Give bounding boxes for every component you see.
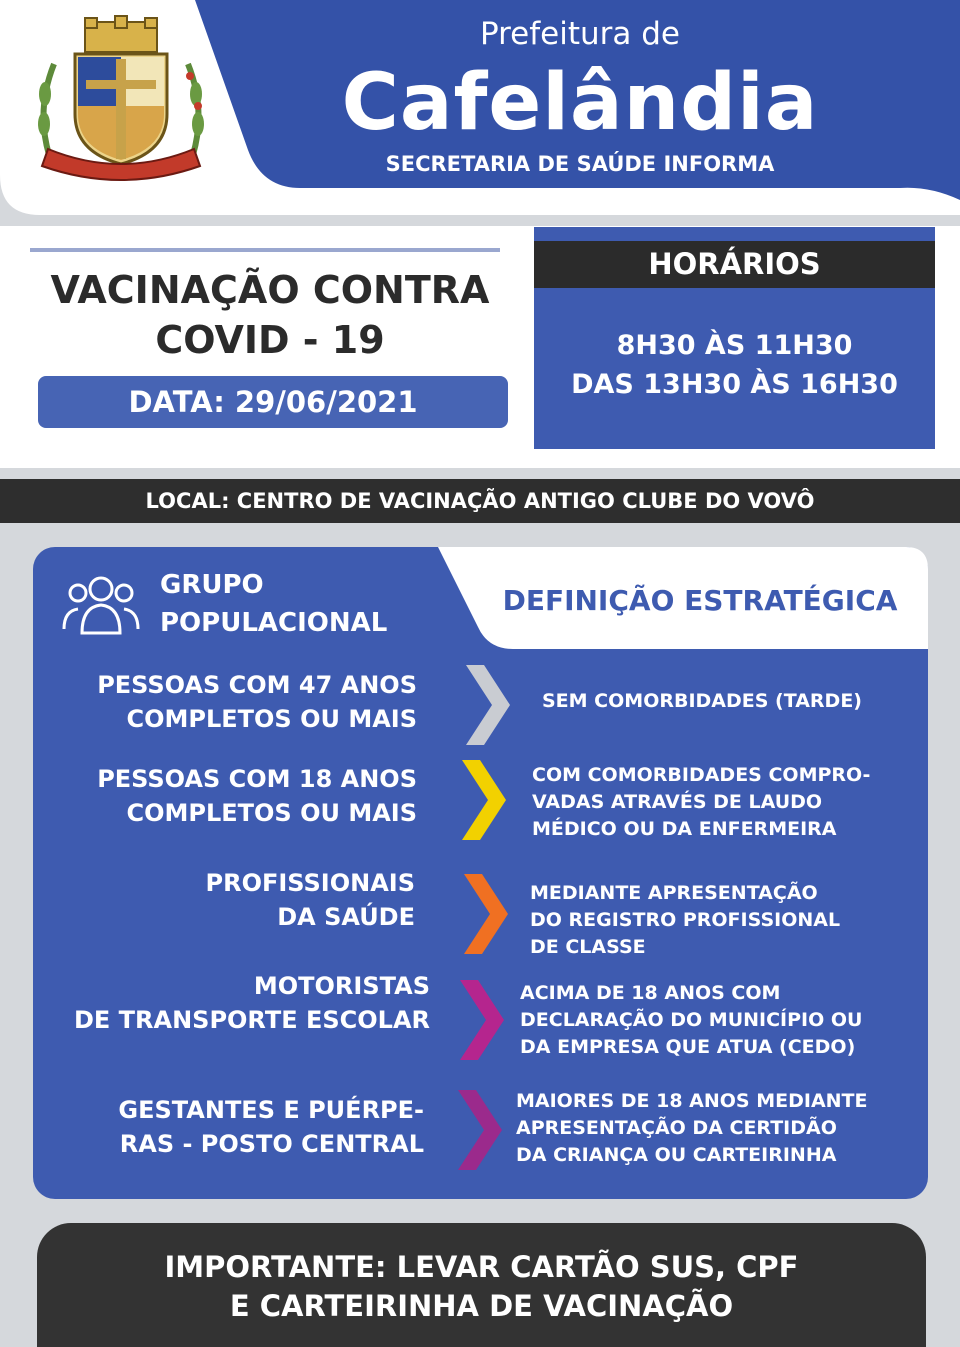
chevron-right-icon xyxy=(462,760,506,840)
definition-header: DEFINIÇÃO ESTRATÉGICA xyxy=(502,584,898,617)
schedule-morning: 8H30 ÀS 11H30 xyxy=(616,330,853,361)
notice-line2: E CARTEIRINHA DE VACINAÇÃO xyxy=(229,1289,734,1323)
definition-row-1-line1: SEM COMORBIDADES (TARDE) xyxy=(542,690,862,712)
definition-row-3 xyxy=(530,880,840,961)
group-row-4-line1: MOTORISTAS xyxy=(253,972,430,1000)
group-row-5 xyxy=(118,1093,424,1161)
group-row-4 xyxy=(74,969,430,1037)
definition-row-4-line3: DA EMPRESA QUE ATUA (CEDO) xyxy=(520,1036,856,1058)
group-row-2-line2: COMPLETOS OU MAIS xyxy=(126,799,417,827)
definition-row-4-line2: DECLARAÇÃO DO MUNICÍPIO OU xyxy=(520,1009,863,1031)
city-name: Cafelândia xyxy=(341,58,819,148)
municipal-coat-of-arms-icon xyxy=(30,14,212,182)
definition-row-4-line1: ACIMA DE 18 ANOS COM xyxy=(520,982,781,1004)
definition-row-2 xyxy=(532,762,870,843)
group-row-4-line2: DE TRANSPORTE ESCOLAR xyxy=(73,1006,430,1034)
group-row-2 xyxy=(97,762,417,830)
date-badge: DATA: 29/06/2021 xyxy=(38,376,508,428)
definition-row-3-line2: DO REGISTRO PROFISSIONAL xyxy=(530,909,841,931)
definition-row-5-line3: DA CRIANÇA OU CARTEIRINHA xyxy=(516,1144,837,1166)
chevron-right-icon xyxy=(458,1090,502,1170)
definition-row-2-line1: COM COMORBIDADES COMPRO- xyxy=(532,764,871,786)
definition-row-3-line1: MEDIANTE APRESENTAÇÃO xyxy=(530,882,818,904)
definition-row-5 xyxy=(516,1088,868,1169)
divider xyxy=(30,248,500,252)
group-row-2-line1: PESSOAS COM 18 ANOS xyxy=(97,765,417,793)
group-row-3 xyxy=(206,866,416,934)
group-row-1-line2: COMPLETOS OU MAIS xyxy=(126,705,417,733)
definition-row-3-line3: DE CLASSE xyxy=(530,936,646,958)
campaign-title-line2: COVID - 19 xyxy=(155,318,385,362)
group-row-3-line1: PROFISSIONAIS xyxy=(205,869,415,897)
definition-row-5-line2: APRESENTAÇÃO DA CERTIDÃO xyxy=(516,1117,837,1139)
definition-row-5-line1: MAIORES DE 18 ANOS MEDIANTE xyxy=(516,1090,868,1112)
group-row-5-line1: GESTANTES E PUÉRPE- xyxy=(118,1096,424,1124)
group-header xyxy=(160,566,387,642)
chevron-right-icon xyxy=(460,980,504,1060)
secretaria-label: SECRETARIA DE SAÚDE INFORMA xyxy=(385,152,775,176)
definition-row-2-line2: VADAS ATRAVÉS DE LAUDO xyxy=(532,791,823,813)
group-row-1 xyxy=(97,668,417,736)
schedule-afternoon: DAS 13H30 ÀS 16H30 xyxy=(571,369,898,400)
group-row-5-line2: RAS - POSTO CENTRAL xyxy=(119,1130,424,1158)
notice-line1: IMPORTANTE: LEVAR CARTÃO SUS, CPF xyxy=(164,1250,799,1284)
group-header-line2: POPULACIONAL xyxy=(160,608,388,638)
definition-row-4 xyxy=(520,980,862,1061)
chevron-right-icon xyxy=(466,665,510,745)
group-row-3-line2: DA SAÚDE xyxy=(277,903,415,931)
group-row-1-line1: PESSOAS COM 47 ANOS xyxy=(97,671,417,699)
prefeitura-label: Prefeitura de xyxy=(479,16,681,52)
location-bar: LOCAL: CENTRO DE VACINAÇÃO ANTIGO CLUBE DO VOVÔ xyxy=(0,479,960,523)
group-header-line1: GRUPO xyxy=(160,570,264,600)
people-group-icon xyxy=(60,571,142,637)
chevron-right-icon xyxy=(464,874,508,954)
schedule-heading: HORÁRIOS xyxy=(534,241,935,288)
definition-row-1 xyxy=(542,688,862,715)
definition-row-2-line3: MÉDICO OU DA ENFERMEIRA xyxy=(532,818,837,840)
campaign-title-line1: VACINAÇÃO CONTRA xyxy=(50,268,490,312)
